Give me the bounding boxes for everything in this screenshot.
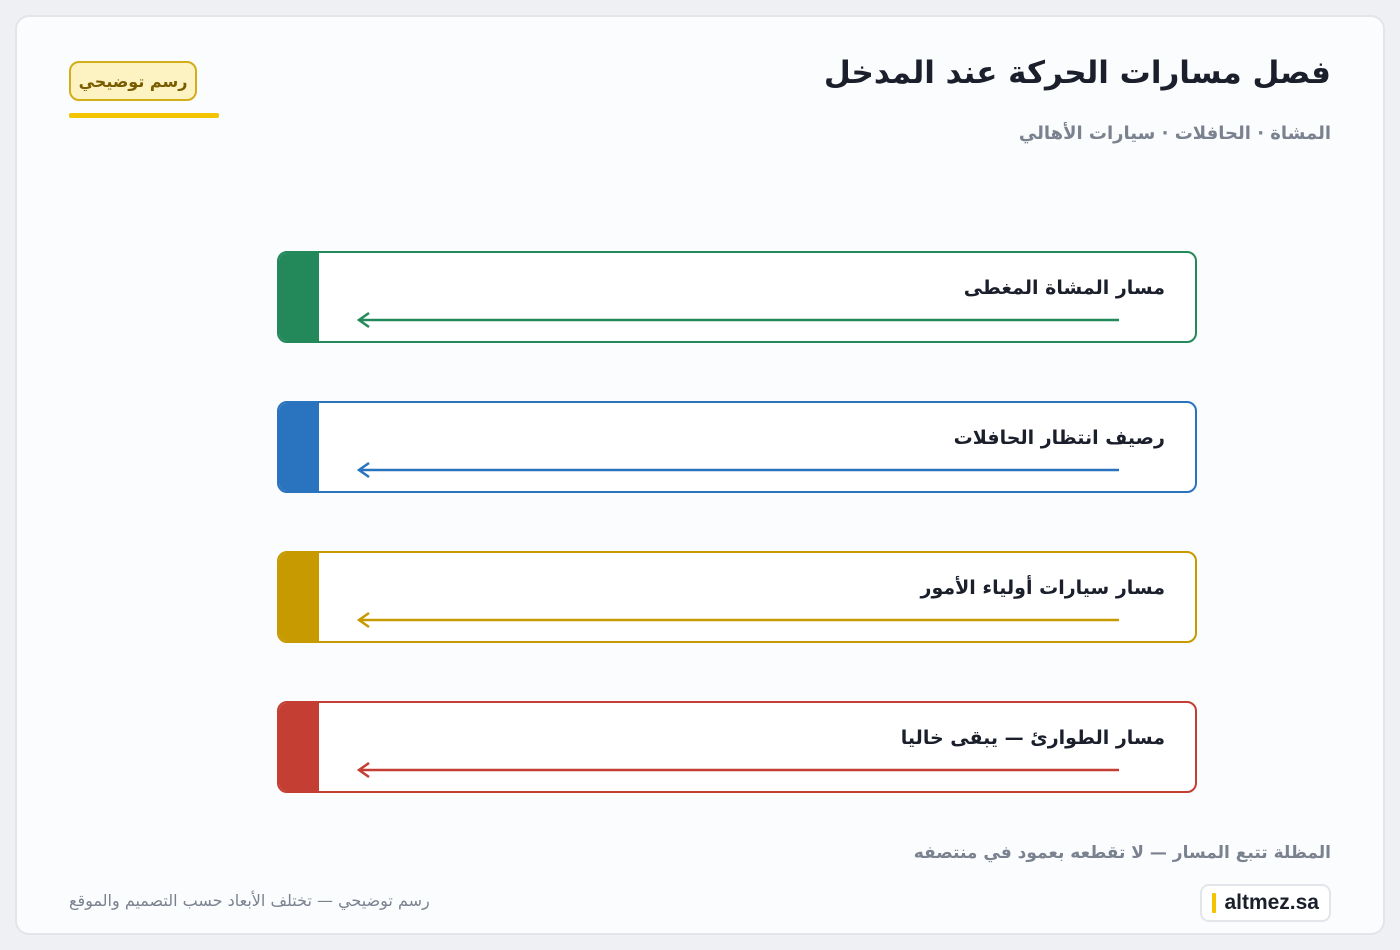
direction-arrow-icon xyxy=(355,611,1121,629)
lane-label: مسار الطوارئ — يبقى خاليا xyxy=(900,727,1165,749)
direction-arrow-icon xyxy=(355,311,1121,329)
lane-color-bar xyxy=(279,253,319,341)
lane-pedestrian xyxy=(277,251,1197,343)
page-title: فصل مسارات الحركة عند المدخل xyxy=(823,55,1331,91)
logo-mark-icon xyxy=(1212,893,1216,913)
direction-arrow-icon xyxy=(355,461,1121,479)
diagram-card xyxy=(15,15,1385,935)
direction-arrow-icon xyxy=(355,761,1121,779)
illustration-badge: رسم توضيحي xyxy=(69,61,197,101)
lane-label: مسار المشاة المغطى xyxy=(963,277,1165,299)
footer-disclaimer: رسم توضيحي — تختلف الأبعاد حسب التصميم والموقع xyxy=(69,891,430,910)
lane-label: مسار سيارات أولياء الأمور xyxy=(920,577,1165,599)
brand-logo[interactable] xyxy=(1200,884,1331,922)
lane-parents xyxy=(277,551,1197,643)
canopy-note: المظلة تتبع المسار — لا تقطعه بعمود في منتصفه xyxy=(913,843,1331,863)
lane-color-bar xyxy=(279,403,319,491)
lane-color-bar xyxy=(279,553,319,641)
lane-label: رصيف انتظار الحافلات xyxy=(953,427,1165,449)
lane-color-bar xyxy=(279,703,319,791)
logo-text: altmez.sa xyxy=(1224,891,1319,914)
lane-emergency xyxy=(277,701,1197,793)
lane-bus xyxy=(277,401,1197,493)
accent-underline xyxy=(69,113,219,118)
page-subtitle: المشاة · الحافلات · سيارات الأهالي xyxy=(1018,123,1331,144)
